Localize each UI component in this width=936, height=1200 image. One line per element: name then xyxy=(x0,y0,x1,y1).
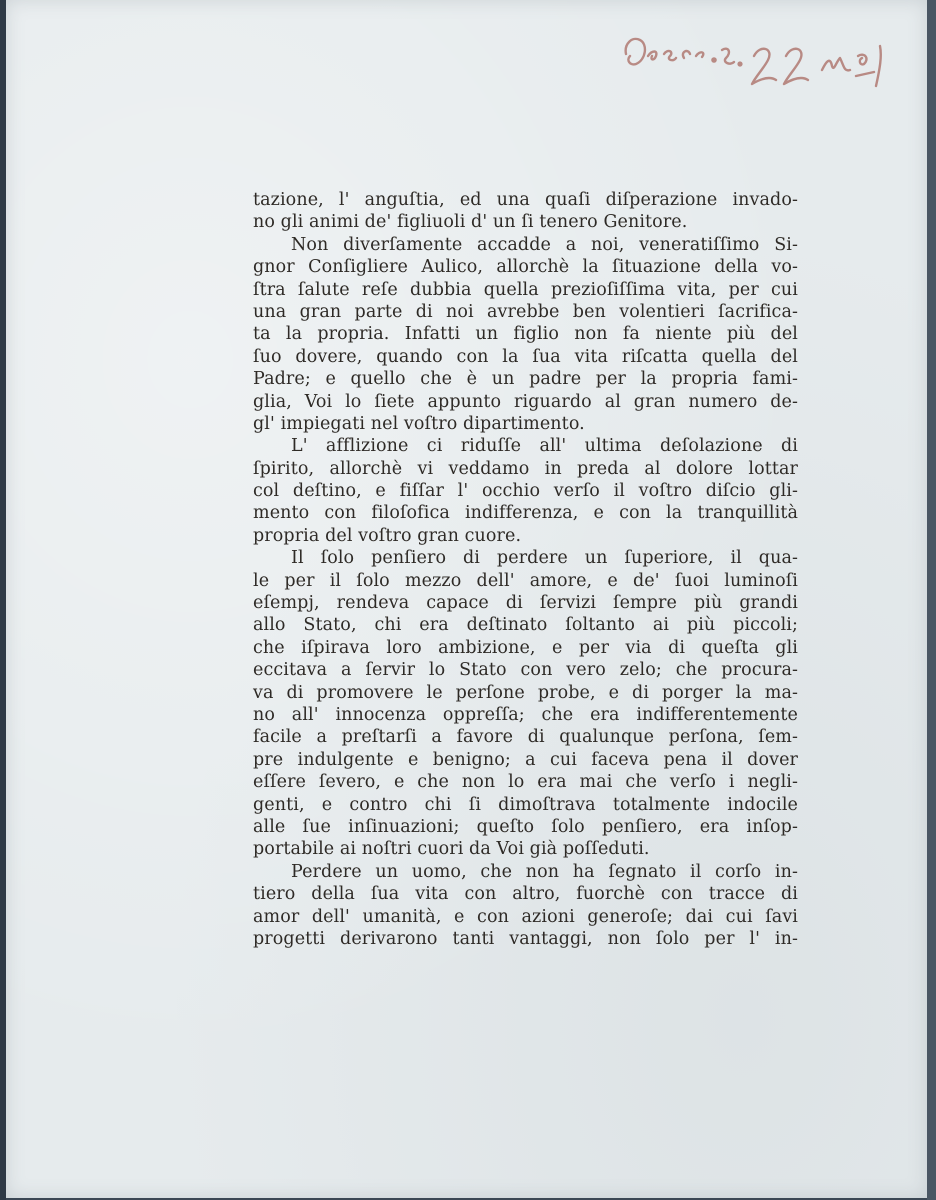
handwritten-annotation xyxy=(618,26,898,96)
document-body xyxy=(253,189,798,950)
text-line: eccitava a ſervir lo Stato con vero zelo; che procura- xyxy=(253,660,798,681)
text-line: va di promovere le perſone probe, e di porger la ma- xyxy=(253,682,798,703)
text-line: le per il ſolo mezzo dell' amore, e de' ſuoi luminoſi xyxy=(253,570,798,591)
text-line: no gli animi de' figliuoli d' un ſi tenero Genitore. xyxy=(253,212,688,233)
text-line: L' afflizione ci riduſſe all' ultima deſolazione di xyxy=(291,436,798,457)
text-line: tazione, l' anguſtia, ed una quaſi diſperazione invado- xyxy=(253,190,798,210)
text-line: ſpirito, allorchè vi veddamo in preda al dolore lottar xyxy=(253,458,798,479)
document-page xyxy=(6,0,927,1198)
text-line: genti, e contro chi ſi dimoſtrava totalmente indocile xyxy=(253,794,798,815)
text-line: facile a preſtarſi a favore di qualunque perſona, ſem- xyxy=(253,727,798,748)
text-line: eſſere ſevero, e che non lo era mai che verſo i negli- xyxy=(253,772,798,793)
text-line: pre indulgente e benigno; a cui faceva pena il dover xyxy=(253,749,798,770)
text-line: glia, Voi lo ſiete appunto riguardo al gran numero de- xyxy=(253,391,798,412)
text-line: col deſtino, e fiſſar l' occhio verſo il voſtro diſcio gli- xyxy=(253,481,798,502)
text-line: eſempj, rendeva capace di ſervizi ſempre più grandi xyxy=(253,593,798,614)
text-line: Il ſolo penſiero di perdere un ſuperiore, il qua- xyxy=(291,548,798,569)
text-line: Non diverſamente accadde a noi, veneratiſſimo Si- xyxy=(291,234,798,255)
text-line: progetti derivarono tanti vantaggi, non ſolo per l' in- xyxy=(253,928,798,949)
text-line: ſuo dovere, quando con la ſua vita riſcatta quella del xyxy=(253,346,798,367)
text-line: ta la propria. Infatti un figlio non fa niente più del xyxy=(253,324,798,345)
text-line: mento con filoſofica indifferenza, e con la tranquillità xyxy=(253,503,798,524)
text-line: Padre; e quello che è un padre per la propria fami- xyxy=(253,369,798,390)
text-line: propria del voſtro gran cuore. xyxy=(253,525,522,546)
text-line: una gran parte di noi avrebbe ben volentieri ſacrifica- xyxy=(253,301,798,322)
text-line: gl' impiegati nel voſtro dipartimento. xyxy=(253,413,585,434)
text-line: amor dell' umanità, e con azioni generoſe; dai cui ſavi xyxy=(253,906,798,927)
text-line: tiero della ſua vita con altro, fuorchè con tracce di xyxy=(253,884,798,905)
text-line: che iſpirava loro ambizione, e per via di queſta gli xyxy=(253,637,798,658)
background-right-edge xyxy=(927,0,936,1200)
text-line: portabile ai noſtri cuori da Voi già poſſeduti. xyxy=(253,839,650,860)
text-line: ſtra ſalute reſe dubbia quella prezioſiſſima vita, per cui xyxy=(253,279,798,300)
text-line: no all' innocenza oppreſſa; che era indifferentemente xyxy=(253,704,798,725)
text-line: allo Stato, chi era deſtinato ſoltanto ai più piccoli; xyxy=(253,615,798,636)
text-line: alle ſue inſinuazioni; queſto ſolo penſiero, era inſop- xyxy=(253,816,798,837)
text-line: gnor Conſigliere Aulico, allorchè la ſituazione della vo- xyxy=(253,257,798,278)
text-line: Perdere un uomo, che non ha ſegnato il corſo in- xyxy=(291,861,798,882)
